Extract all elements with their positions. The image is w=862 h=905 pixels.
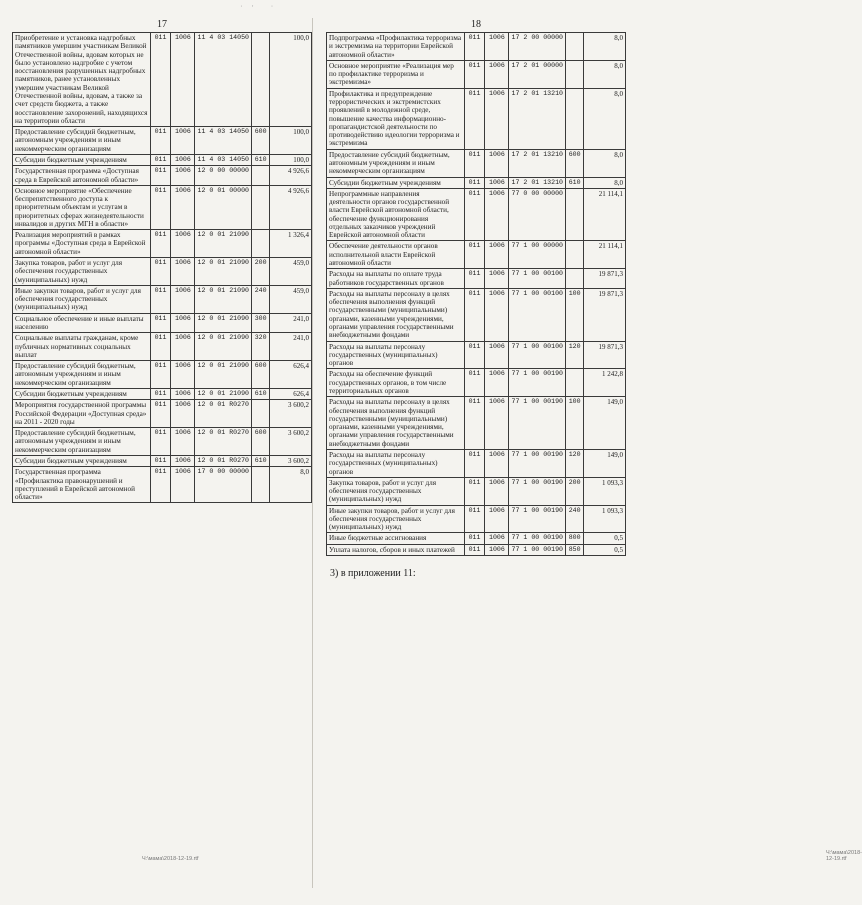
expense-type-code bbox=[566, 60, 584, 88]
page-number: 18 bbox=[471, 19, 481, 30]
table-row bbox=[327, 397, 626, 450]
expense-name: Иные закупки товаров, работ и услуг для обеспечения государственных (муниципальных) нужд bbox=[327, 505, 465, 533]
table-row bbox=[327, 269, 626, 289]
table-row bbox=[13, 455, 312, 466]
section-code: 1006 bbox=[485, 449, 509, 477]
expense-name: Иные закупки товаров, работ и услуг для обеспечения государственных (муниципальных) нужд bbox=[13, 285, 151, 313]
table-row bbox=[13, 333, 312, 361]
table-row bbox=[327, 241, 626, 269]
section-code: 1006 bbox=[171, 361, 195, 389]
ministry-code: 011 bbox=[150, 185, 171, 229]
expense-name: Закупка товаров, работ и услуг для обеспечения государственных (муниципальных) нужд bbox=[13, 258, 151, 286]
target-article-code: 11 4 03 14050 bbox=[195, 33, 252, 127]
expense-type-code bbox=[252, 166, 270, 186]
expense-name: Расходы на обеспечение функций государственных органов, в том числе территориальных органов bbox=[327, 369, 465, 397]
table-row bbox=[327, 188, 626, 241]
section-code: 1006 bbox=[171, 400, 195, 428]
target-article-code: 12 0 01 R0270 bbox=[195, 428, 252, 456]
expense-name: Расходы на выплаты персоналу в целях обеспечения выполнения функций государственными (муниципальными) органами, казенными учреждениями, органами управления государственными внебюджетными фондами bbox=[327, 288, 465, 341]
expense-name: Предоставление субсидий бюджетным, автономным учреждениям и иным некоммерческим организациям bbox=[13, 361, 151, 389]
table-row bbox=[327, 60, 626, 88]
page-18 bbox=[326, 18, 862, 888]
amount: 626,4 bbox=[270, 388, 312, 399]
table-row bbox=[327, 33, 626, 61]
ministry-code: 011 bbox=[464, 88, 485, 149]
table-row bbox=[13, 313, 312, 333]
expense-type-code bbox=[566, 241, 584, 269]
section-code: 1006 bbox=[485, 241, 509, 269]
amount: 8,0 bbox=[584, 33, 626, 61]
target-article-code: 77 1 00 00100 bbox=[509, 269, 566, 289]
section-code: 1006 bbox=[485, 397, 509, 450]
expense-name: Закупка товаров, работ и услуг для обеспечения государственных (муниципальных) нужд bbox=[327, 477, 465, 505]
table-row bbox=[13, 467, 312, 503]
amount: 21 114,1 bbox=[584, 188, 626, 241]
target-article-code: 77 1 00 00190 bbox=[509, 397, 566, 450]
target-article-code: 77 1 00 00000 bbox=[509, 241, 566, 269]
ministry-code: 011 bbox=[464, 177, 485, 188]
section-code: 1006 bbox=[171, 428, 195, 456]
ministry-code: 011 bbox=[150, 258, 171, 286]
section-code: 1006 bbox=[171, 467, 195, 503]
expense-name: Уплата налогов, сборов и иных платежей bbox=[327, 544, 465, 555]
amount: 3 600,2 bbox=[270, 400, 312, 428]
expense-type-code: 600 bbox=[252, 428, 270, 456]
expense-name: Предоставление субсидий бюджетным, автономным учреждениям и иным некоммерческим организациям bbox=[13, 127, 151, 155]
ministry-code: 011 bbox=[464, 33, 485, 61]
target-article-code: 12 0 01 21090 bbox=[195, 313, 252, 333]
target-article-code: 17 2 00 00000 bbox=[509, 33, 566, 61]
section-code: 1006 bbox=[485, 177, 509, 188]
section-code: 1006 bbox=[171, 313, 195, 333]
expense-name: Государственная программа «Профилактика правонарушений и преступлений в Еврейской автономной области» bbox=[13, 467, 151, 503]
table-row bbox=[327, 88, 626, 149]
table-row bbox=[327, 544, 626, 555]
ministry-code: 011 bbox=[150, 361, 171, 389]
amount: 21 114,1 bbox=[584, 241, 626, 269]
ministry-code: 011 bbox=[150, 388, 171, 399]
target-article-code: 12 0 01 21090 bbox=[195, 361, 252, 389]
ministry-code: 011 bbox=[464, 397, 485, 450]
expense-type-code bbox=[252, 185, 270, 229]
amount: 149,0 bbox=[584, 449, 626, 477]
expense-type-code: 200 bbox=[252, 258, 270, 286]
amount: 459,0 bbox=[270, 285, 312, 313]
section-code: 1006 bbox=[485, 88, 509, 149]
expense-name: Государственная программа «Доступная среда в Еврейской автономной области» bbox=[13, 166, 151, 186]
page-number: 17 bbox=[157, 19, 167, 30]
expense-name: Реализация мероприятий в рамках программы «Доступная среда в Еврейской автономной области» bbox=[13, 230, 151, 258]
expense-type-code: 610 bbox=[252, 455, 270, 466]
table-row bbox=[13, 166, 312, 186]
expense-name: Профилактика и предупреждение террористических и экстремистских проявлений в молодежной среде, повышение качества информационно-пропагандистской деятельности по противодействию идеологии терроризма и экстремизма bbox=[327, 88, 465, 149]
ministry-code: 011 bbox=[150, 230, 171, 258]
target-article-code: 17 2 01 13210 bbox=[509, 149, 566, 177]
expense-type-code bbox=[252, 400, 270, 428]
expense-name: Субсидии бюджетным учреждениям bbox=[13, 388, 151, 399]
section-code: 1006 bbox=[171, 455, 195, 466]
ministry-code: 011 bbox=[150, 313, 171, 333]
budget-table-page-18 bbox=[326, 32, 626, 556]
target-article-code: 12 0 01 R0270 bbox=[195, 400, 252, 428]
table-row bbox=[327, 288, 626, 341]
expense-type-code bbox=[566, 269, 584, 289]
expense-type-code: 600 bbox=[252, 361, 270, 389]
table-row bbox=[13, 361, 312, 389]
amount: 100,0 bbox=[270, 33, 312, 127]
amount: 1 093,3 bbox=[584, 505, 626, 533]
expense-type-code: 600 bbox=[252, 127, 270, 155]
target-article-code: 77 1 00 00190 bbox=[509, 544, 566, 555]
expense-name: Предоставление субсидий бюджетным, автономным учреждениям и иным некоммерческим организациям bbox=[13, 428, 151, 456]
expense-name: Основное мероприятие «Реализация мер по профилактике терроризма и экстремизма» bbox=[327, 60, 465, 88]
amount: 1 242,8 bbox=[584, 369, 626, 397]
expense-type-code bbox=[566, 33, 584, 61]
target-article-code: 11 4 03 14050 bbox=[195, 154, 252, 165]
expense-type-code bbox=[252, 467, 270, 503]
target-article-code: 77 1 00 00190 bbox=[509, 449, 566, 477]
table-row bbox=[13, 127, 312, 155]
section-code: 1006 bbox=[171, 333, 195, 361]
section-code: 1006 bbox=[171, 258, 195, 286]
ministry-code: 011 bbox=[464, 241, 485, 269]
expense-type-code: 120 bbox=[566, 449, 584, 477]
table-row bbox=[13, 400, 312, 428]
expense-name: Социальное обеспечение и иные выплаты населению bbox=[13, 313, 151, 333]
expense-type-code: 240 bbox=[566, 505, 584, 533]
target-article-code: 12 0 01 21090 bbox=[195, 285, 252, 313]
table-row bbox=[327, 149, 626, 177]
table-row bbox=[327, 505, 626, 533]
expense-type-code: 610 bbox=[252, 388, 270, 399]
table-row bbox=[327, 341, 626, 369]
target-article-code: 12 0 01 00000 bbox=[195, 185, 252, 229]
ministry-code: 011 bbox=[464, 269, 485, 289]
section-code: 1006 bbox=[171, 230, 195, 258]
amount: 100,0 bbox=[270, 154, 312, 165]
expense-type-code bbox=[566, 188, 584, 241]
ministry-code: 011 bbox=[464, 544, 485, 555]
expense-type-code: 320 bbox=[252, 333, 270, 361]
amount: 3 600,2 bbox=[270, 455, 312, 466]
amount: 8,0 bbox=[584, 88, 626, 149]
expense-type-code bbox=[252, 33, 270, 127]
scan-marks: ˙ ̒ ˙ bbox=[240, 4, 282, 13]
ministry-code: 011 bbox=[464, 149, 485, 177]
section-code: 1006 bbox=[485, 477, 509, 505]
target-article-code: 77 1 00 00190 bbox=[509, 533, 566, 544]
expense-type-code: 600 bbox=[566, 149, 584, 177]
expense-name: Социальные выплаты гражданам, кроме публичных нормативных социальных выплат bbox=[13, 333, 151, 361]
table-row bbox=[13, 33, 312, 127]
amount: 1 326,4 bbox=[270, 230, 312, 258]
amount: 0,5 bbox=[584, 544, 626, 555]
amount: 19 871,3 bbox=[584, 341, 626, 369]
amount: 3 600,2 bbox=[270, 428, 312, 456]
amount: 1 093,3 bbox=[584, 477, 626, 505]
amount: 8,0 bbox=[584, 177, 626, 188]
ministry-code: 011 bbox=[150, 285, 171, 313]
ministry-code: 011 bbox=[464, 188, 485, 241]
expense-type-code: 850 bbox=[566, 544, 584, 555]
expense-type-code: 200 bbox=[566, 477, 584, 505]
ministry-code: 011 bbox=[464, 477, 485, 505]
target-article-code: 77 1 00 00190 bbox=[509, 477, 566, 505]
expense-name: Расходы на выплаты персоналу государственных (муниципальных) органов bbox=[327, 341, 465, 369]
section-code: 1006 bbox=[485, 544, 509, 555]
section-code: 1006 bbox=[485, 188, 509, 241]
expense-name: Непрограммные направления деятельности органов государственной власти Еврейской автономной области, обеспечение функционирования отдельных заказчиков учреждений Еврейской автономной области bbox=[327, 188, 465, 241]
target-article-code: 77 1 00 00100 bbox=[509, 288, 566, 341]
target-article-code: 12 0 00 00000 bbox=[195, 166, 252, 186]
amount: 19 871,3 bbox=[584, 288, 626, 341]
target-article-code: 77 1 00 00190 bbox=[509, 369, 566, 397]
table-row bbox=[13, 230, 312, 258]
table-row bbox=[327, 369, 626, 397]
ministry-code: 011 bbox=[150, 455, 171, 466]
section-code: 1006 bbox=[485, 269, 509, 289]
ministry-code: 011 bbox=[150, 166, 171, 186]
expense-name: Приобретение и установка надгробных памятников умершим участникам Великой Отечественной войны, вдовам которых не было установлено надгробие с учетом восстановления разрушенных надгробных памятников, ранее установленных умершим участникам Великой Отечественной войны, вдовам, а также за счет средств бюджета, а также восстановление захоронений, находящихся на территории области bbox=[13, 33, 151, 127]
file-path-stamp: Ч:\мама\2018-12-19.rtf bbox=[826, 850, 862, 862]
target-article-code: 77 0 00 00000 bbox=[509, 188, 566, 241]
expense-name: Субсидии бюджетным учреждениям bbox=[13, 455, 151, 466]
ministry-code: 011 bbox=[150, 154, 171, 165]
amount: 459,0 bbox=[270, 258, 312, 286]
table-row bbox=[327, 449, 626, 477]
section-code: 1006 bbox=[485, 369, 509, 397]
expense-type-code: 610 bbox=[252, 154, 270, 165]
table-row bbox=[13, 428, 312, 456]
ministry-code: 011 bbox=[150, 428, 171, 456]
target-article-code: 12 0 01 21090 bbox=[195, 333, 252, 361]
target-article-code: 77 1 00 00100 bbox=[509, 341, 566, 369]
section-code: 1006 bbox=[485, 149, 509, 177]
amount: 8,0 bbox=[584, 149, 626, 177]
expense-type-code bbox=[566, 88, 584, 149]
section-code: 1006 bbox=[171, 33, 195, 127]
expense-name: Расходы на выплаты по оплате труда работников государственных органов bbox=[327, 269, 465, 289]
expense-name: Подпрограмма «Профилактика терроризма и экстремизма на территории Еврейской автономной области» bbox=[327, 33, 465, 61]
table-row bbox=[327, 477, 626, 505]
table-row bbox=[13, 258, 312, 286]
table-row bbox=[13, 285, 312, 313]
expense-type-code: 800 bbox=[566, 533, 584, 544]
expense-type-code: 100 bbox=[566, 397, 584, 450]
amount: 19 871,3 bbox=[584, 269, 626, 289]
table-row bbox=[13, 388, 312, 399]
ministry-code: 011 bbox=[464, 341, 485, 369]
target-article-code: 17 2 01 13210 bbox=[509, 177, 566, 188]
ministry-code: 011 bbox=[150, 467, 171, 503]
table-row bbox=[327, 177, 626, 188]
expense-name: Иные бюджетные ассигнования bbox=[327, 533, 465, 544]
ministry-code: 011 bbox=[150, 127, 171, 155]
expense-name: Основное мероприятие «Обеспечение беспрепятственного доступа к приоритетным объектам и услугам в приоритетных сферах жизнедеятельности инвалидов и других МГН в области» bbox=[13, 185, 151, 229]
amount: 8,0 bbox=[584, 60, 626, 88]
amount: 241,0 bbox=[270, 333, 312, 361]
table-row bbox=[13, 185, 312, 229]
expense-name: Обеспечение деятельности органов исполнительной власти Еврейской автономной области bbox=[327, 241, 465, 269]
target-article-code: 77 1 00 00190 bbox=[509, 505, 566, 533]
ministry-code: 011 bbox=[150, 33, 171, 127]
section-code: 1006 bbox=[485, 341, 509, 369]
expense-name: Расходы на выплаты персоналу в целях обеспечения выполнения функций государственными (муниципальными) органами, казенными учреждениями, органами управления государственными внебюджетными фондами bbox=[327, 397, 465, 450]
page-17 bbox=[12, 18, 313, 888]
target-article-code: 17 2 01 00000 bbox=[509, 60, 566, 88]
section-code: 1006 bbox=[485, 33, 509, 61]
expense-type-code: 120 bbox=[566, 341, 584, 369]
expense-type-code bbox=[566, 369, 584, 397]
appendix-note: 3) в приложении 11: bbox=[330, 568, 416, 580]
table-row bbox=[327, 533, 626, 544]
amount: 4 926,6 bbox=[270, 185, 312, 229]
section-code: 1006 bbox=[171, 285, 195, 313]
section-code: 1006 bbox=[171, 166, 195, 186]
target-article-code: 12 0 01 21090 bbox=[195, 258, 252, 286]
amount: 241,0 bbox=[270, 313, 312, 333]
expense-type-code: 610 bbox=[566, 177, 584, 188]
expense-name: Предоставление субсидий бюджетным, автономным учреждениям и иным некоммерческим организациям bbox=[327, 149, 465, 177]
expense-name: Субсидии бюджетным учреждениям bbox=[327, 177, 465, 188]
ministry-code: 011 bbox=[464, 533, 485, 544]
section-code: 1006 bbox=[485, 288, 509, 341]
target-article-code: 11 4 03 14050 bbox=[195, 127, 252, 155]
target-article-code: 12 0 01 21090 bbox=[195, 388, 252, 399]
amount: 149,0 bbox=[584, 397, 626, 450]
target-article-code: 12 0 01 R0270 bbox=[195, 455, 252, 466]
amount: 4 926,6 bbox=[270, 166, 312, 186]
section-code: 1006 bbox=[171, 388, 195, 399]
section-code: 1006 bbox=[171, 127, 195, 155]
section-code: 1006 bbox=[171, 185, 195, 229]
target-article-code: 17 2 01 13210 bbox=[509, 88, 566, 149]
ministry-code: 011 bbox=[464, 369, 485, 397]
amount: 626,4 bbox=[270, 361, 312, 389]
amount: 0,5 bbox=[584, 533, 626, 544]
budget-table-page-17 bbox=[12, 32, 312, 503]
ministry-code: 011 bbox=[464, 505, 485, 533]
amount: 100,0 bbox=[270, 127, 312, 155]
file-path-stamp: Ч:\мама\2018-12-19.rtf bbox=[142, 856, 199, 862]
ministry-code: 011 bbox=[150, 333, 171, 361]
target-article-code: 12 0 01 21090 bbox=[195, 230, 252, 258]
table-row bbox=[13, 154, 312, 165]
ministry-code: 011 bbox=[464, 288, 485, 341]
section-code: 1006 bbox=[171, 154, 195, 165]
expense-name: Субсидии бюджетным учреждениям bbox=[13, 154, 151, 165]
expense-type-code: 240 bbox=[252, 285, 270, 313]
section-code: 1006 bbox=[485, 60, 509, 88]
expense-type-code bbox=[252, 230, 270, 258]
expense-type-code: 300 bbox=[252, 313, 270, 333]
ministry-code: 011 bbox=[464, 60, 485, 88]
ministry-code: 011 bbox=[464, 449, 485, 477]
expense-name: Мероприятия государственной программы Российской Федерации «Доступная среда» на 2011 - 2020 годы bbox=[13, 400, 151, 428]
section-code: 1006 bbox=[485, 533, 509, 544]
amount: 8,0 bbox=[270, 467, 312, 503]
ministry-code: 011 bbox=[150, 400, 171, 428]
expense-type-code: 100 bbox=[566, 288, 584, 341]
target-article-code: 17 0 00 00000 bbox=[195, 467, 252, 503]
expense-name: Расходы на выплаты персоналу государственных (муниципальных) органов bbox=[327, 449, 465, 477]
section-code: 1006 bbox=[485, 505, 509, 533]
